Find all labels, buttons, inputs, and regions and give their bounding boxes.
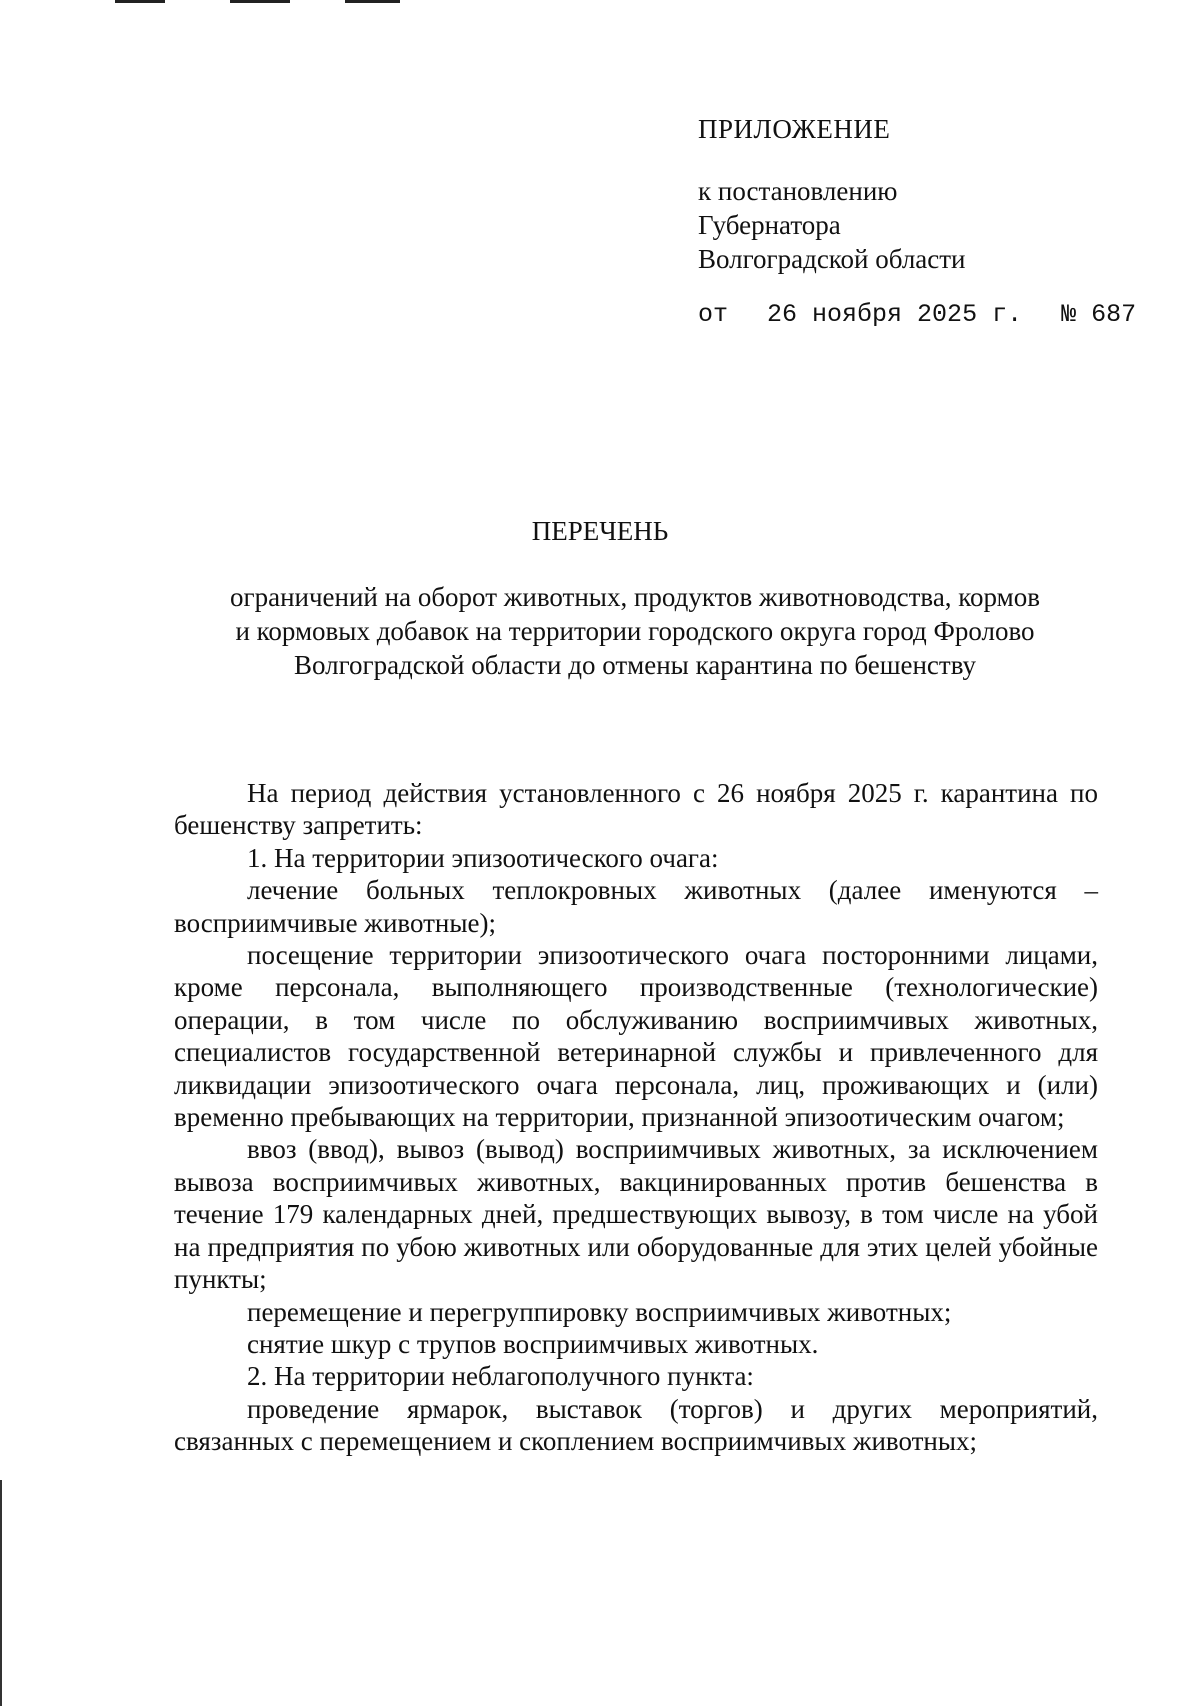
scan-artifact — [115, 0, 165, 3]
paragraph: 1. На территории эпизоотического очага: — [247, 842, 719, 873]
document-subtitle — [170, 580, 1100, 682]
paragraph: проведение ярмарок, выставок (торгов) и других мероприятий, связанных с перемещением и скоплением восприимчивых животных; — [174, 1393, 1098, 1457]
document-title: ПЕРЕЧЕНЬ — [531, 516, 669, 546]
appendix-line: Волгоградской области — [698, 244, 966, 274]
paragraph: На период действия установленного с 26 ноября 2025 г. карантина по бешенству запретить: — [174, 778, 1098, 841]
scan-edge — [0, 1480, 2, 1706]
paragraph: посещение территории эпизоотического очага посторонними лицами, кроме персонала, выполняющего производственные (технологические) операции, в том числе по обслуживанию восприимчивых животных, специалистов государственной ветеринарной службы и привлеченного для ликвидации эпизоотического очага персонала, лиц, проживающих и (или) временно пребывающих на территории, признанной эпизоотическим очагом; — [174, 940, 1098, 1133]
subtitle-line: и кормовых добавок на территории городского округа город Фролово — [235, 616, 1035, 646]
paragraph: снятие шкур с трупов восприимчивых животных. — [247, 1328, 819, 1359]
decree-date-line — [698, 298, 1158, 332]
scan-artifact — [230, 0, 290, 3]
scan-artifact — [345, 0, 400, 3]
subtitle-line: ограничений на оборот животных, продуктов животноводства, кормов — [230, 582, 1040, 612]
paragraph: ввоз (ввод), вывоз (вывод) восприимчивых животных, за исключением вывоза восприимчивых животных, вакцинированных против бешенства в течение 179 календарных дней, предшествующих вывозу, в том числе на убой на предприятия по убою животных или оборудованные для этих целей убойные пункты; — [174, 1134, 1098, 1295]
appendix-block — [698, 112, 1158, 332]
appendix-line: к постановлению — [698, 176, 898, 206]
decree-number: № 687 — [1061, 300, 1137, 329]
decree-date: 26 ноября 2025 г. — [767, 300, 1023, 329]
appendix-heading: ПРИЛОЖЕНИЕ — [698, 114, 891, 144]
document-body — [174, 777, 1098, 1458]
paragraph: 2. На территории неблагополучного пункта: — [247, 1361, 754, 1392]
paragraph: лечение больных теплокровных животных (далее именуются – восприимчивые животные); — [174, 875, 1098, 938]
appendix-line: Губернатора — [698, 210, 841, 240]
date-prefix: от — [698, 300, 729, 329]
paragraph: перемещение и перегруппировку восприимчивых животных; — [247, 1296, 952, 1327]
subtitle-line: Волгоградской области до отмены карантина по бешенству — [293, 650, 977, 680]
